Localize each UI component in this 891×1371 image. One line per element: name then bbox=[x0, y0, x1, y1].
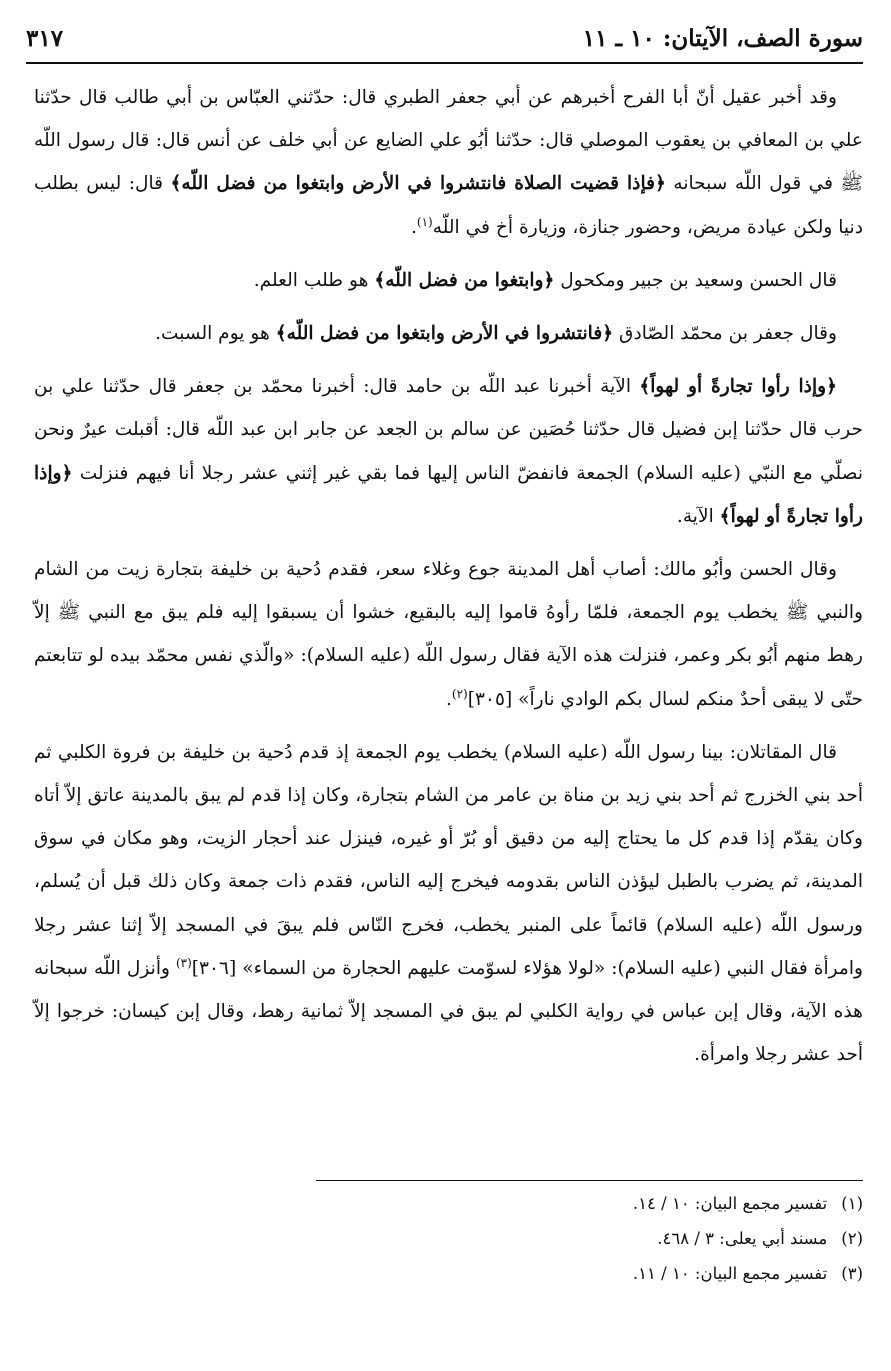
text-run: . bbox=[445, 688, 452, 710]
footnotes bbox=[60, 1186, 863, 1291]
text-run: الآية أخبرنا عبد اللّه بن حامد قال: أخبرنا محمّد بن جعفر قال حدّثنا علي بن حرب قال حدّثنا إبن فضيل قال حدّثنا حُصَين عن سالم بن الجعد عن جابر ابن عبد اللّه قال: أقبلت عيرٌ ونحن نصلّي مع النبّي (عليه السلام) الجمعة فانفضّ الناس إليها فما بقي غير إثني عشر رجلا أنا فيهم فنزلت bbox=[34, 376, 863, 484]
paragraph bbox=[34, 548, 863, 721]
quran-verse: ﴿فانتشروا في الأرض وابتغوا من فضل اللّه﴾ bbox=[275, 323, 614, 345]
footnote-text: تفسير مجمع البيان: ١٠ / ١٤. bbox=[632, 1194, 828, 1213]
footnote-rule bbox=[316, 1180, 863, 1181]
footnote-number: (٣) bbox=[841, 1264, 863, 1283]
paragraph bbox=[34, 731, 863, 1077]
text-run: . bbox=[410, 216, 417, 238]
footnote-number: (١) bbox=[841, 1194, 863, 1213]
quran-verse: ﴿فإذا قضيت الصلاة فانتشروا في الأرض وابتغوا من فضل اللّه﴾ bbox=[170, 173, 666, 195]
paragraph bbox=[34, 365, 863, 538]
text-run: وقال الحسن وأبُو مالك: أصاب أهل المدينة جوع وغلاء سعر، فقدم دُحية بن خليفة بتجارة زيت من الشام والنبي ﷺ يخطب يوم الجمعة، فلمّا رأوهُ قاموا إليه بالبقيع، خشوا أن يسبقوا إليه فلم يبق مع النبي ﷺ إلاّ رهط منهم أبُو بكر وعمر، فنزلت هذه الآية فقال رسول اللّه (عليه السلام): «والّذي نفس محمّد بيده لو تتابعتم حتّى لا يبقى أحدٌ منكم لسال بكم الوادي ناراً» [٣٠٥] bbox=[34, 559, 863, 710]
footnote-ref: (٢) bbox=[451, 686, 468, 701]
paragraph bbox=[34, 312, 863, 355]
page-number: ٣١٧ bbox=[26, 24, 64, 52]
quran-verse: ﴿وإذا رأوا تجارةً أو لهواً﴾ bbox=[639, 376, 837, 398]
footnote-number: (٢) bbox=[841, 1229, 863, 1248]
main-text bbox=[34, 76, 863, 1086]
chapter-title: سورة الصف، الآيتان: ١٠ ـ ١١ bbox=[582, 24, 863, 52]
quran-verse: ﴿وإذا رأوا تجارةً أو لهواً﴾ bbox=[34, 462, 863, 527]
text-run: الآية. bbox=[676, 505, 720, 527]
footnote-text: مسند أبي يعلى: ٣ / ٤٦٨. bbox=[657, 1229, 828, 1248]
text-run: قال: ليس بطلب دنيا ولكن عيادة مريض، وحضور جنازة، وزيارة أخ في اللّه bbox=[34, 173, 863, 238]
footnote-ref: (١) bbox=[416, 214, 433, 229]
text-run: قال المقاتلان: بينا رسول اللّه (عليه السلام) يخطب يوم الجمعة إذ قدم دُحية بن خليفة بن فروة الكلبي ثم أحد بني الخزرج ثم أحد بني زيد بن مناة بن عامر من الشام بتجارة، وكان إذا قدم لم يبق بالمدينة عاتق إلاّ أتاه وكان يقدّم إذا قدم كل ما يحتاج إليه من دقيق أو بُرّ أو غيره، فينزل عند أحجار الزيت، وهو مكان في سوق المدينة، ثم يضرب بالطبل ليؤذن الناس بقدومه فيخرج إليه الناس، فقدم ذات جمعة وكان ذلك قبل أن يُسلم، ورسول اللّه (عليه السلام) قائماً على المنبر يخطب، فخرج النّاس فلم يبقَ في المسجد إلاّ إثنا عشر رجلا وامرأة فقال النبي (عليه السلام): «لولا هؤلاء لسوّمت عليهم الحجارة من السماء» [٣٠٦] bbox=[34, 741, 863, 979]
text-run: هو طلب العلم. bbox=[253, 269, 375, 291]
quran-verse: ﴿وابتغوا من فضل اللّه﴾ bbox=[374, 269, 555, 291]
paragraph bbox=[34, 259, 863, 302]
footnote-ref: (٣) bbox=[175, 955, 192, 970]
footnote bbox=[60, 1186, 863, 1221]
paragraph bbox=[34, 76, 863, 249]
text-run: هو يوم السبت. bbox=[155, 323, 276, 345]
page-header bbox=[26, 18, 863, 58]
footnote bbox=[60, 1256, 863, 1291]
text-run: وأنزل اللّه سبحانه هذه الآية، وقال إبن عباس في رواية الكلبي لم يبق في المسجد إلاّ ثمانية رهط، وقال إبن كيسان: خرجوا إلاّ أحد عشر رجلا وامرأة. bbox=[34, 957, 863, 1066]
text-run: قال الحسن وسعيد بن جبير ومكحول bbox=[554, 269, 837, 291]
footnote bbox=[60, 1221, 863, 1256]
text-run: وقد أخبر عقيل أنّ أبا الفرح أخبرهم عن أبي جعفر الطبري قال: حدّثني العبّاس بن أبي طالب قال حدّثنا علي بن المعافي بن يعقوب الموصلي قال: حدّثنا أبُو علي الضايع عن أبي خلف عن أنس قال: قال رسول اللّه ﷺ في قول اللّه سبحانه bbox=[34, 87, 863, 195]
text-run: وقال جعفر بن محمّد الصّادق bbox=[613, 323, 837, 345]
footnote-text: تفسير مجمع البيان: ١٠ / ١١. bbox=[632, 1264, 828, 1283]
header-rule bbox=[26, 62, 863, 64]
